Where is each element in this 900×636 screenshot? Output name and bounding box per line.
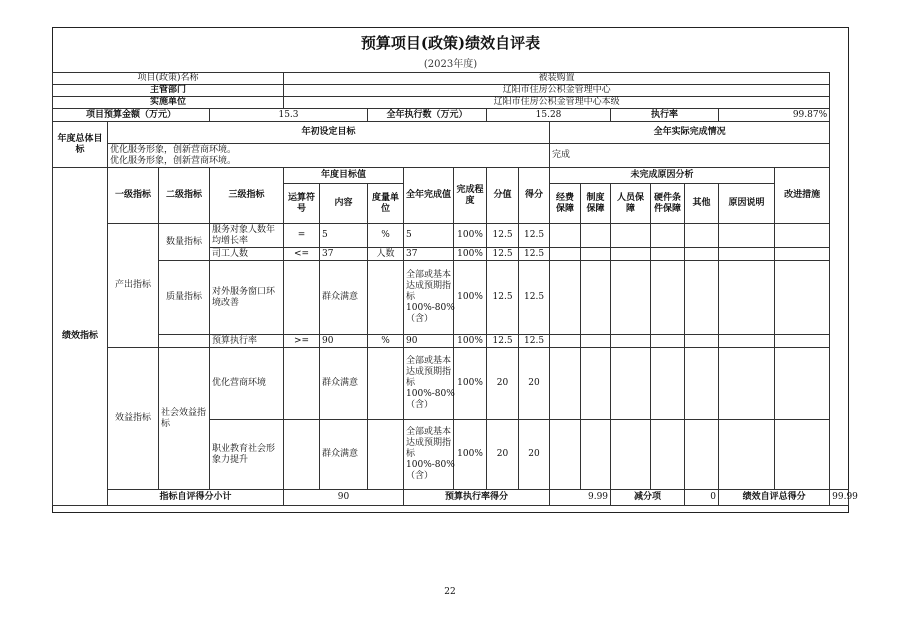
row-score: 20 xyxy=(519,348,550,420)
budget-label: 项目预算金额（万元） xyxy=(53,109,210,122)
r2-header: 制度保障 xyxy=(581,184,611,224)
table-row xyxy=(53,335,849,348)
row-op: <= xyxy=(284,248,320,261)
table-row xyxy=(53,348,849,420)
dept-label: 主管部门 xyxy=(53,85,284,97)
quantity-indicator-label: 数量指标 xyxy=(159,224,210,261)
row-value: 全部或基本达成预期指标100%-80%（含） xyxy=(404,420,454,490)
full-value-header: 全年完成值 xyxy=(404,168,454,224)
row-unit xyxy=(368,420,404,490)
l2-header: 二级指标 xyxy=(159,168,210,224)
plan-text-line-1: 优化服务形象，创新营商环境。 xyxy=(110,144,237,155)
actual-header: 全年实际完成情况 xyxy=(550,122,830,144)
row-unit xyxy=(368,348,404,420)
deduct-value: 0 xyxy=(685,490,719,506)
table-row xyxy=(53,224,849,248)
row-weight: 20 xyxy=(487,420,519,490)
evaluation-table xyxy=(52,72,858,506)
row-degree: 100% xyxy=(454,224,487,248)
row-content: 90 xyxy=(320,335,368,348)
impl-value: 辽阳市住房公积金管理中心本级 xyxy=(284,97,830,109)
subtotal-value: 90 xyxy=(284,490,404,506)
weight-header: 分值 xyxy=(487,168,519,224)
row-op xyxy=(284,420,320,490)
row-unit xyxy=(368,261,404,335)
row-weight: 12.5 xyxy=(487,335,519,348)
row-weight: 20 xyxy=(487,348,519,420)
r6-header: 原因说明 xyxy=(719,184,775,224)
row-op: = xyxy=(284,224,320,248)
r5-header: 其他 xyxy=(685,184,719,224)
project-name-value: 被装购置 xyxy=(284,73,830,85)
row-content: 群众满意 xyxy=(320,261,368,335)
exec-score-label: 预算执行率得分 xyxy=(404,490,550,506)
row-weight: 12.5 xyxy=(487,261,519,335)
plan-text-line-2: 优化服务形象，创新营商环境。 xyxy=(110,155,237,166)
dept-row xyxy=(53,85,849,97)
benefit-indicator-label: 效益指标 xyxy=(108,348,159,490)
total-value: 99.99 xyxy=(830,490,849,506)
quality-indicator-label: 质量指标 xyxy=(159,261,210,335)
r3-header: 人员保障 xyxy=(611,184,651,224)
row-name: 司工人数 xyxy=(210,248,284,261)
row-score: 12.5 xyxy=(519,224,550,248)
row-score: 12.5 xyxy=(519,248,550,261)
row-weight: 12.5 xyxy=(487,248,519,261)
l1-header: 一级指标 xyxy=(108,168,159,224)
table-row xyxy=(53,261,849,335)
r1-header: 经费保障 xyxy=(550,184,581,224)
content-header: 内容 xyxy=(320,184,368,224)
row-degree: 100% xyxy=(454,420,487,490)
overall-content-row xyxy=(53,144,849,168)
perf-indicator-label: 绩效指标 xyxy=(53,168,108,506)
row-weight: 12.5 xyxy=(487,224,519,248)
project-name-label: 项目(政策)名称 xyxy=(53,73,284,85)
plan-text xyxy=(108,144,550,168)
row-unit: % xyxy=(368,335,404,348)
actual-text: 完成 xyxy=(550,144,830,168)
budget-value: 15.3 xyxy=(210,109,368,122)
unit-header: 度量单位 xyxy=(368,184,404,224)
improve-header: 改进措施 xyxy=(775,168,830,224)
exec-value: 15.28 xyxy=(487,109,611,122)
row-value: 90 xyxy=(404,335,454,348)
form-year: (2023年度) xyxy=(423,59,478,70)
row-content: 群众满意 xyxy=(320,348,368,420)
subtotal-label: 指标自评得分小计 xyxy=(108,490,284,506)
overall-header-row xyxy=(53,122,849,144)
degree-header: 完成程度 xyxy=(454,168,487,224)
deduct-label: 减分项 xyxy=(611,490,685,506)
exec-score-value: 9.99 xyxy=(550,490,611,506)
reason-group-header: 未完成原因分析 xyxy=(550,168,775,184)
row-value: 37 xyxy=(404,248,454,261)
footer-row xyxy=(53,490,849,506)
row-content: 37 xyxy=(320,248,368,261)
l3-header: 三级指标 xyxy=(210,168,284,224)
op-header: 运算符号 xyxy=(284,184,320,224)
row-degree: 100% xyxy=(454,248,487,261)
row-value: 全部或基本达成预期指标100%-80%（含） xyxy=(404,348,454,420)
row-name: 服务对象人数年均增长率 xyxy=(210,224,284,248)
row-degree: 100% xyxy=(454,348,487,420)
row-op xyxy=(284,348,320,420)
dept-value: 辽阳市住房公积金管理中心 xyxy=(284,85,830,97)
row-unit: % xyxy=(368,224,404,248)
row-score: 12.5 xyxy=(519,335,550,348)
row-op xyxy=(284,261,320,335)
row-degree: 100% xyxy=(454,335,487,348)
exec-label: 全年执行数（万元） xyxy=(368,109,487,122)
r4-header: 硬件条件保障 xyxy=(651,184,685,224)
form-title: 预算项目(政策)绩效自评表 xyxy=(360,34,541,52)
row-value: 全部或基本达成预期指标100%-80%（含） xyxy=(404,261,454,335)
total-label: 绩效自评总得分 xyxy=(719,490,830,506)
row-content: 5 xyxy=(320,224,368,248)
row-content: 群众满意 xyxy=(320,420,368,490)
row-value: 5 xyxy=(404,224,454,248)
row-name: 职业教育社会形象力提升 xyxy=(210,420,284,490)
page-number: 22 xyxy=(444,587,456,597)
impl-row xyxy=(53,97,849,109)
output-indicator-label: 产出指标 xyxy=(108,224,159,348)
row-score: 20 xyxy=(519,420,550,490)
plan-header: 年初设定目标 xyxy=(108,122,550,144)
row-op: >= xyxy=(284,335,320,348)
row-score: 12.5 xyxy=(519,261,550,335)
social-indicator-label: 社会效益指标 xyxy=(159,348,210,490)
overall-label: 年度总体目标 xyxy=(53,122,108,168)
row-name: 预算执行率 xyxy=(210,335,284,348)
impl-label: 实施单位 xyxy=(53,97,284,109)
rate-label: 执行率 xyxy=(611,109,719,122)
row-unit: 人数 xyxy=(368,248,404,261)
rate-value: 99.87% xyxy=(719,109,830,122)
evaluation-form xyxy=(52,27,858,513)
header-row-1 xyxy=(53,168,849,184)
project-name-row xyxy=(53,73,849,85)
budget-row xyxy=(53,109,849,122)
target-group-header: 年度目标值 xyxy=(284,168,404,184)
row-name: 优化营商环境 xyxy=(210,348,284,420)
row-degree: 100% xyxy=(454,261,487,335)
row-name: 对外服务窗口环境改善 xyxy=(210,261,284,335)
score-header: 得分 xyxy=(519,168,550,224)
